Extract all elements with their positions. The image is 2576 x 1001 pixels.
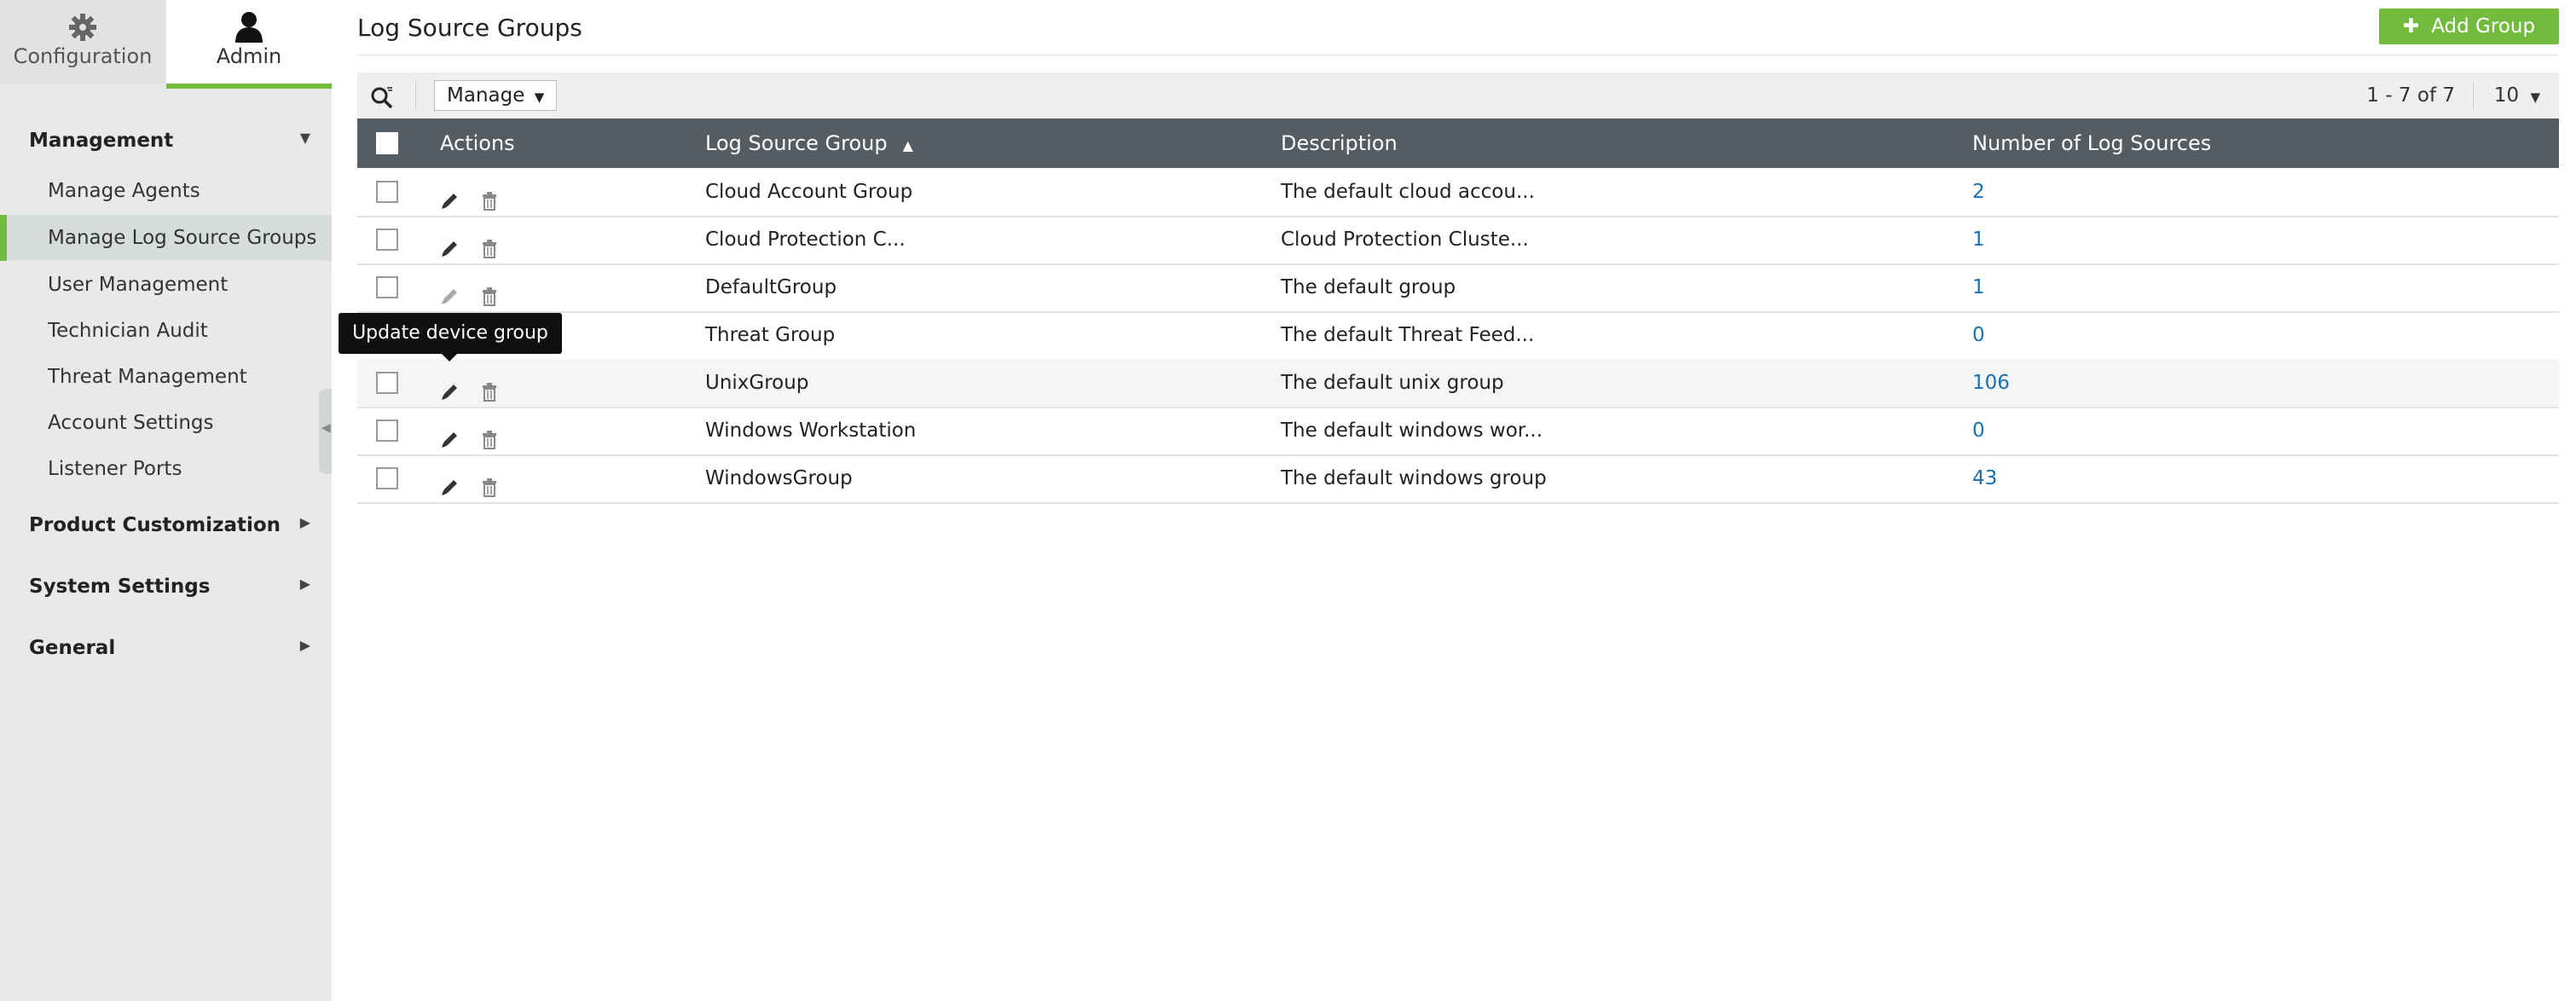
edit-icon-disabled [439, 277, 461, 298]
select-all-checkbox[interactable] [376, 132, 398, 154]
edit-icon[interactable] [439, 373, 461, 393]
main-content [357, 0, 2559, 1001]
table-row[interactable] [357, 407, 2559, 456]
manage-label: Manage [447, 84, 525, 107]
nav-section-product-customization[interactable] [29, 514, 310, 536]
row-log-source-count-link[interactable]: 1 [1972, 276, 1985, 298]
tab-configuration[interactable] [0, 0, 165, 84]
delete-icon[interactable] [480, 182, 499, 202]
delete-icon[interactable] [480, 229, 499, 250]
row-description: The default windows group [1281, 467, 1547, 489]
caret-down-icon: ▼ [534, 90, 545, 105]
nav-section-label: Product Customization [29, 514, 281, 536]
sidebar-item-label: Technician Audit [48, 320, 208, 342]
tab-admin-label: Admin [216, 44, 282, 68]
nav-section-label: General [29, 637, 116, 659]
sidebar-item-manage-log-source-groups[interactable] [0, 215, 332, 261]
sidebar-item-user-management[interactable] [0, 262, 332, 308]
sidebar-item-account-settings[interactable] [0, 400, 332, 446]
row-log-source-count-link[interactable]: 106 [1972, 372, 2010, 394]
sidebar-item-label: Threat Management [48, 366, 247, 388]
row-group-name: Cloud Account Group [705, 181, 913, 203]
page-title: Log Source Groups [357, 14, 582, 42]
manage-dropdown[interactable] [434, 80, 557, 111]
row-checkbox[interactable] [376, 229, 398, 251]
sidebar-item-label: Listener Ports [48, 458, 182, 480]
sidebar-item-listener-ports[interactable] [0, 446, 332, 492]
table-row[interactable] [357, 168, 2559, 217]
sidebar-item-label: Account Settings [48, 412, 214, 434]
caret-right-icon: ▶ [299, 576, 310, 592]
row-group-name: DefaultGroup [705, 276, 837, 298]
table-row[interactable] [357, 263, 2559, 313]
sidebar-item-label: Manage Log Source Groups [48, 227, 317, 249]
row-description: The default windows wor... [1281, 419, 1543, 442]
column-header-count[interactable]: Number of Log Sources [1972, 131, 2212, 155]
sort-ascending-icon: ▲ [902, 137, 913, 153]
row-checkbox[interactable] [376, 181, 398, 203]
nav-section-label: System Settings [29, 576, 211, 598]
caret-right-icon: ▶ [299, 514, 310, 530]
edit-icon[interactable] [439, 468, 461, 489]
tab-configuration-label: Configuration [13, 44, 153, 68]
user-icon [166, 10, 332, 44]
table-toolbar [357, 72, 2559, 119]
row-description: The default cloud accou... [1281, 181, 1535, 203]
sidebar-item-manage-agents[interactable] [0, 168, 332, 214]
column-header-actions: Actions [440, 131, 515, 155]
per-page-value: 10 [2493, 84, 2520, 107]
add-group-label: Add Group [2431, 15, 2536, 38]
edit-icon[interactable] [439, 182, 461, 202]
column-header-group-label: Log Source Group [705, 131, 888, 155]
row-log-source-count-link[interactable]: 43 [1972, 467, 1998, 489]
table-row[interactable] [357, 311, 2559, 361]
nav-section-management-label: Management [29, 130, 174, 152]
plus-icon: ✚ [2402, 15, 2420, 38]
sidebar-collapse-handle[interactable] [319, 389, 332, 474]
nav-section-management[interactable] [29, 130, 310, 152]
row-description: The default group [1281, 276, 1456, 298]
row-description: Cloud Protection Cluste... [1281, 229, 1529, 251]
tab-admin[interactable] [166, 0, 332, 89]
row-checkbox[interactable] [376, 276, 398, 298]
nav-section-system-settings[interactable] [29, 576, 310, 598]
sidebar-item-threat-management[interactable] [0, 354, 332, 400]
table-header [357, 119, 2559, 168]
row-description: The default unix group [1281, 372, 1504, 394]
add-group-button[interactable] [2379, 9, 2559, 44]
gear-icon [0, 10, 165, 44]
row-group-name: Windows Workstation [705, 419, 917, 442]
table-row[interactable] [357, 216, 2559, 265]
search-icon[interactable] [369, 84, 395, 110]
sidebar [0, 0, 332, 1001]
pagination-info: 1 - 7 of 7 [2366, 84, 2455, 107]
edit-icon[interactable] [439, 229, 461, 250]
row-group-name: WindowsGroup [705, 467, 853, 489]
row-log-source-count-link[interactable]: 0 [1972, 324, 1985, 346]
row-description: The default Threat Feed... [1281, 324, 1535, 346]
table-row[interactable] [357, 359, 2559, 408]
row-checkbox[interactable] [376, 419, 398, 442]
row-checkbox[interactable] [376, 372, 398, 394]
sidebar-item-label: User Management [48, 274, 229, 296]
toolbar-divider [415, 81, 416, 110]
row-checkbox[interactable] [376, 467, 398, 489]
nav-section-general[interactable] [29, 637, 310, 659]
sidebar-item-technician-audit[interactable] [0, 308, 332, 354]
row-log-source-count-link[interactable]: 2 [1972, 181, 1985, 203]
per-page-select[interactable] [2494, 84, 2540, 107]
edit-icon[interactable] [439, 420, 461, 441]
column-header-group[interactable] [705, 119, 913, 171]
delete-icon[interactable] [480, 373, 499, 393]
chevron-left-icon: ◀ [321, 421, 331, 435]
row-log-source-count-link[interactable]: 0 [1972, 419, 1985, 442]
row-group-name: Cloud Protection C... [705, 229, 906, 251]
row-log-source-count-link[interactable]: 1 [1972, 229, 1985, 251]
column-header-description[interactable]: Description [1281, 131, 1398, 155]
caret-right-icon: ▶ [299, 637, 310, 653]
delete-icon[interactable] [480, 468, 499, 489]
table-row[interactable] [357, 454, 2559, 504]
edit-tooltip: Update device group [339, 313, 562, 354]
delete-icon[interactable] [480, 277, 499, 298]
toolbar-divider [2473, 81, 2474, 110]
delete-icon[interactable] [480, 420, 499, 441]
sidebar-item-label: Manage Agents [48, 180, 200, 202]
caret-down-icon: ▼ [2530, 90, 2540, 105]
row-group-name: Threat Group [705, 324, 836, 346]
row-group-name: UnixGroup [705, 372, 809, 394]
top-nav [0, 0, 332, 89]
caret-down-icon: ▼ [299, 130, 310, 146]
